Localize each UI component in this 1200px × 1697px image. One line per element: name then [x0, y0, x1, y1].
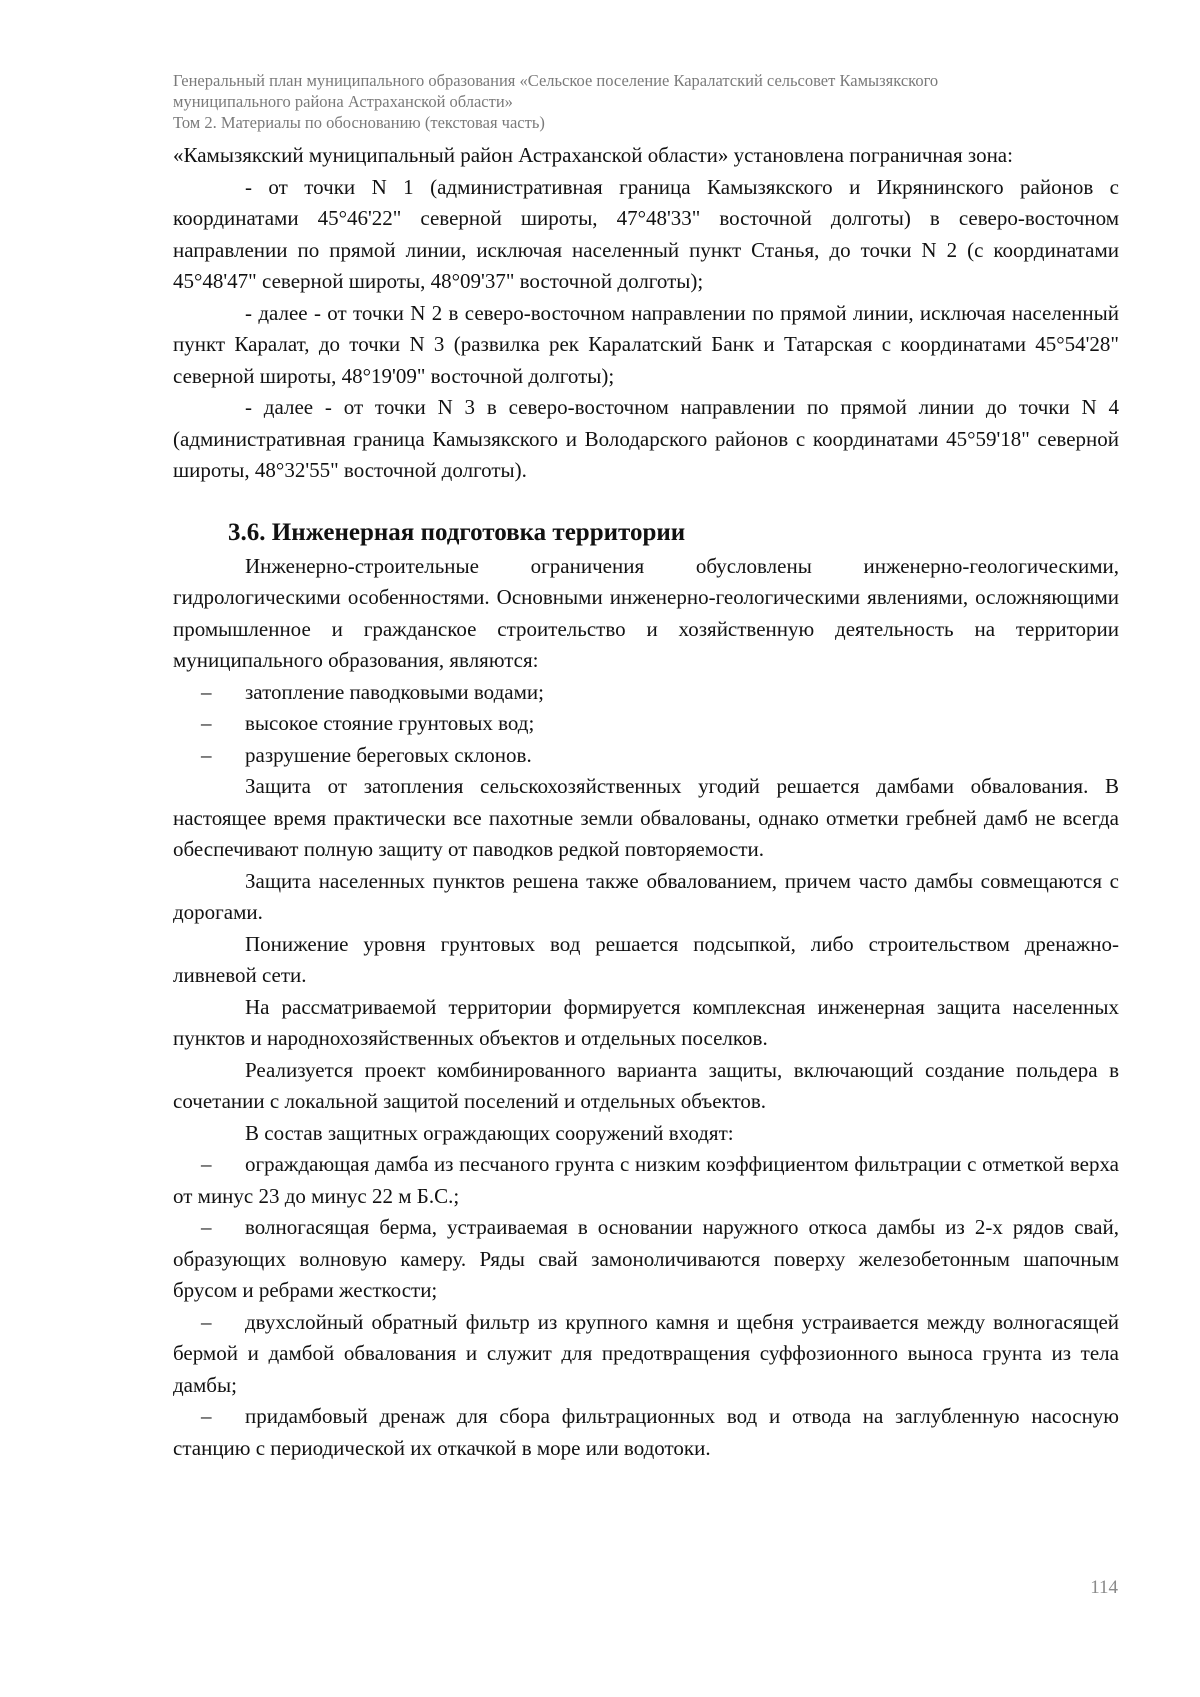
section-paragraph: Защита населенных пунктов решена также обвалованием, причем часто дамбы совмещаются с дорогами. — [173, 868, 1119, 924]
dash-marker: – — [201, 679, 212, 704]
list-item — [173, 708, 1119, 740]
running-header — [173, 70, 1133, 133]
dash-marker: – — [201, 1309, 212, 1334]
intro-continuation: «Камызякский муниципальный район Астраханской области» установлена пограничная зона: — [173, 143, 1013, 167]
list-item — [173, 1307, 1119, 1402]
header-line-3: Том 2. Материалы по обоснованию (текстовая часть) — [173, 113, 545, 132]
list-item-text: волногасящая берма, устраиваемая в основании наружного откоса дамбы из 2-х рядов свай, образующих волновую камеру. Ряды свай замоноличиваются поверху железобетонным шапочным брусом и ребрами жесткости; — [173, 1215, 1119, 1302]
section-paragraph: Понижение уровня грунтовых вод решается подсыпкой, либо строительством дренажно-ливневой сети. — [173, 931, 1119, 987]
border-point-2: - далее - от точки N 2 в северо-восточном направлении по прямой линии, исключая населенный пункт Каралат, до точки N 3 (развилка рек Каралатский Банк и Татарская с координатами 45°54'28" северной широты, 48°19'09" восточной долготы); — [173, 300, 1119, 388]
section-paragraph: Реализуется проект комбинированного варианта защиты, включающий создание польдера в сочетании с локальной защитой поселений и отдельных объектов. — [173, 1057, 1119, 1113]
list-item-text: высокое стояние грунтовых вод; — [245, 711, 535, 735]
dash-marker: – — [201, 1215, 212, 1239]
border-point-3: - далее - от точки N 3 в северо-восточном направлении по прямой линии до точки N 4 (административная граница Камызякского и Володарского районов с координатами 45°59'18" северной широты, 48°32'55" восточной долготы). — [173, 395, 1119, 482]
list-item-text: ограждающая дамба из песчаного грунта с низким коэффициентом фильтрации с отметкой верха от минус 23 до минус 22 м Б.С.; — [173, 1152, 1119, 1208]
list-item-text: двухслойный обратный фильтр из крупного камня и щебня устраивается между волногасящей бермой и дамбой обвалования и служит для предотвращения суффозионного выноса грунта из тела дамбы; — [173, 1309, 1119, 1397]
page-number: 114 — [1090, 1577, 1118, 1598]
header-line-1: Генеральный план муниципального образования «Сельское поселение Каралатский сельсовет Камызякского — [173, 71, 939, 90]
section-paragraph: Инженерно-строительные ограничения обусловлены инженерно-геологическими, гидрологическими особенностями. Основными инженерно-геологическими явлениями, осложняющими промышленное и гражданское строительство и хозяйственную деятельность на территории муниципального образования, являются: — [173, 553, 1119, 672]
section-paragraph: На рассматриваемой территории формируется комплексная инженерная защита населенных пунктов и народнохозяйственных объектов и отдельных поселков. — [173, 994, 1119, 1050]
page-body — [173, 140, 1119, 1464]
section-paragraph: В состав защитных ограждающих сооружений входят: — [245, 1120, 734, 1145]
list-item — [173, 1401, 1119, 1464]
list-item — [173, 677, 1119, 709]
border-point-1: - от точки N 1 (административная граница Камызякского и Икрянинского районов с координатами 45°46'22" северной широты, 47°48'33" восточной долготы) в северо-восточном направлении по прямой линии, исключая населенный пункт Станья, до точки N 2 (с координатами 45°48'47" северной широты, 48°09'37" восточной долготы); — [173, 174, 1119, 293]
dash-marker: – — [201, 1404, 212, 1428]
list-item-text: разрушение береговых склонов. — [245, 742, 532, 767]
dash-marker: – — [201, 742, 212, 767]
list-item — [173, 1149, 1119, 1212]
list-item-text: затопление паводковыми водами; — [245, 679, 544, 704]
dash-marker: – — [201, 711, 212, 735]
list-item-text: придамбовый дренаж для сбора фильтрационных вод и отвода на заглубленную насосную станцию с периодической их откачкой в море или водотоки. — [173, 1404, 1119, 1460]
section-paragraph: Защита от затопления сельскохозяйственных угодий решается дамбами обвалования. В настоящее время практически все пахотные земли обвалованы, однако отметки гребней дамб не всегда обеспечивают полную защиту от паводков редкой повторяемости. — [173, 774, 1119, 861]
dash-marker: – — [201, 1152, 212, 1176]
header-line-2: муниципального района Астраханской области» — [173, 92, 513, 111]
list-item — [173, 740, 1119, 772]
list-item — [173, 1212, 1119, 1307]
section-heading: 3.6. Инженерная подготовка территории — [228, 518, 686, 546]
